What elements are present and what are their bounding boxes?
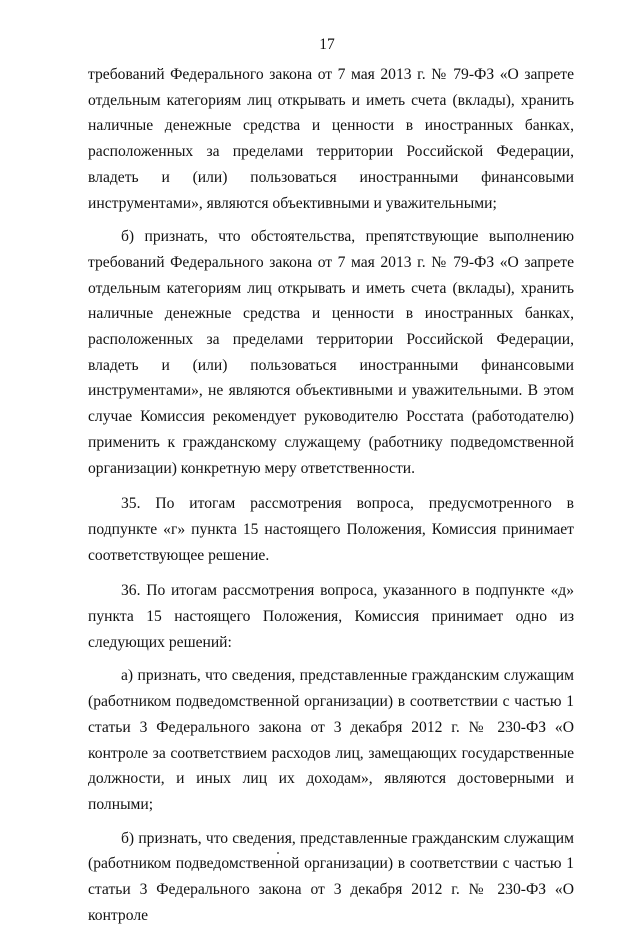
- paragraph-clause-36: 36. По итогам рассмотрения вопроса, указанного в подпункте «д» пункта 15 настоящего Положения, Комиссия принимает одно из следующих решений:: [88, 582, 574, 651]
- scan-speck: [277, 852, 279, 854]
- document-body: [88, 62, 574, 929]
- paragraph-item-b-start: б) признать, что сведения, представленные гражданским служащим (работником подведомственной организации) в соответствии с частью 1 статьи 3 Федерального закона от 3 декабря 2012 г. № 230-ФЗ «О контроле: [88, 829, 574, 924]
- paragraph-item-a-reliable: а) признать, что сведения, представленные гражданским служащим (работником подведомственной организации) в соответствии с частью 1 статьи 3 Федерального закона от 3 декабря 2012 г. № 230-ФЗ «О контроле за соответствием расходов лиц, замещающих государственные должности, и иных лиц их доходам», являются достоверными и полными;: [88, 667, 574, 813]
- paragraph-clause-35: 35. По итогам рассмотрения вопроса, предусмотренного в подпункте «г» пункта 15 настоящего Положения, Комиссия принимает соответствующее решение.: [88, 495, 574, 564]
- page-number: 17: [319, 36, 335, 53]
- paragraph-item-b-objective: б) признать, что обстоятельства, препятствующие выполнению требований Федерального закона от 7 мая 2013 г. № 79-ФЗ «О запрете отдельным категориям лиц открывать и иметь счета (вклады), хранить наличные денежные средства и ценности в иностранных банках, расположенных за пределами территории Российской Федерации, владеть и (или) пользоваться иностранными финансовыми инструментами», не являются объективными и уважительными. В этом случае Комиссия рекомендует руководителю Росстата (работодателю) применить к гражданскому служащему (работнику подведомственной организации) конкретную меру ответственности.: [88, 228, 574, 477]
- paragraph-continuation: требований Федерального закона от 7 мая 2013 г. № 79-ФЗ «О запрете отдельным категориям лиц открывать и иметь счета (вклады), хранить наличные денежные средства и ценности в иностранных банках, расположенных за пределами территории Российской Федерации, владеть и (или) пользоваться иностранными финансовыми инструментами», являются объективными и уважительными;: [88, 66, 574, 212]
